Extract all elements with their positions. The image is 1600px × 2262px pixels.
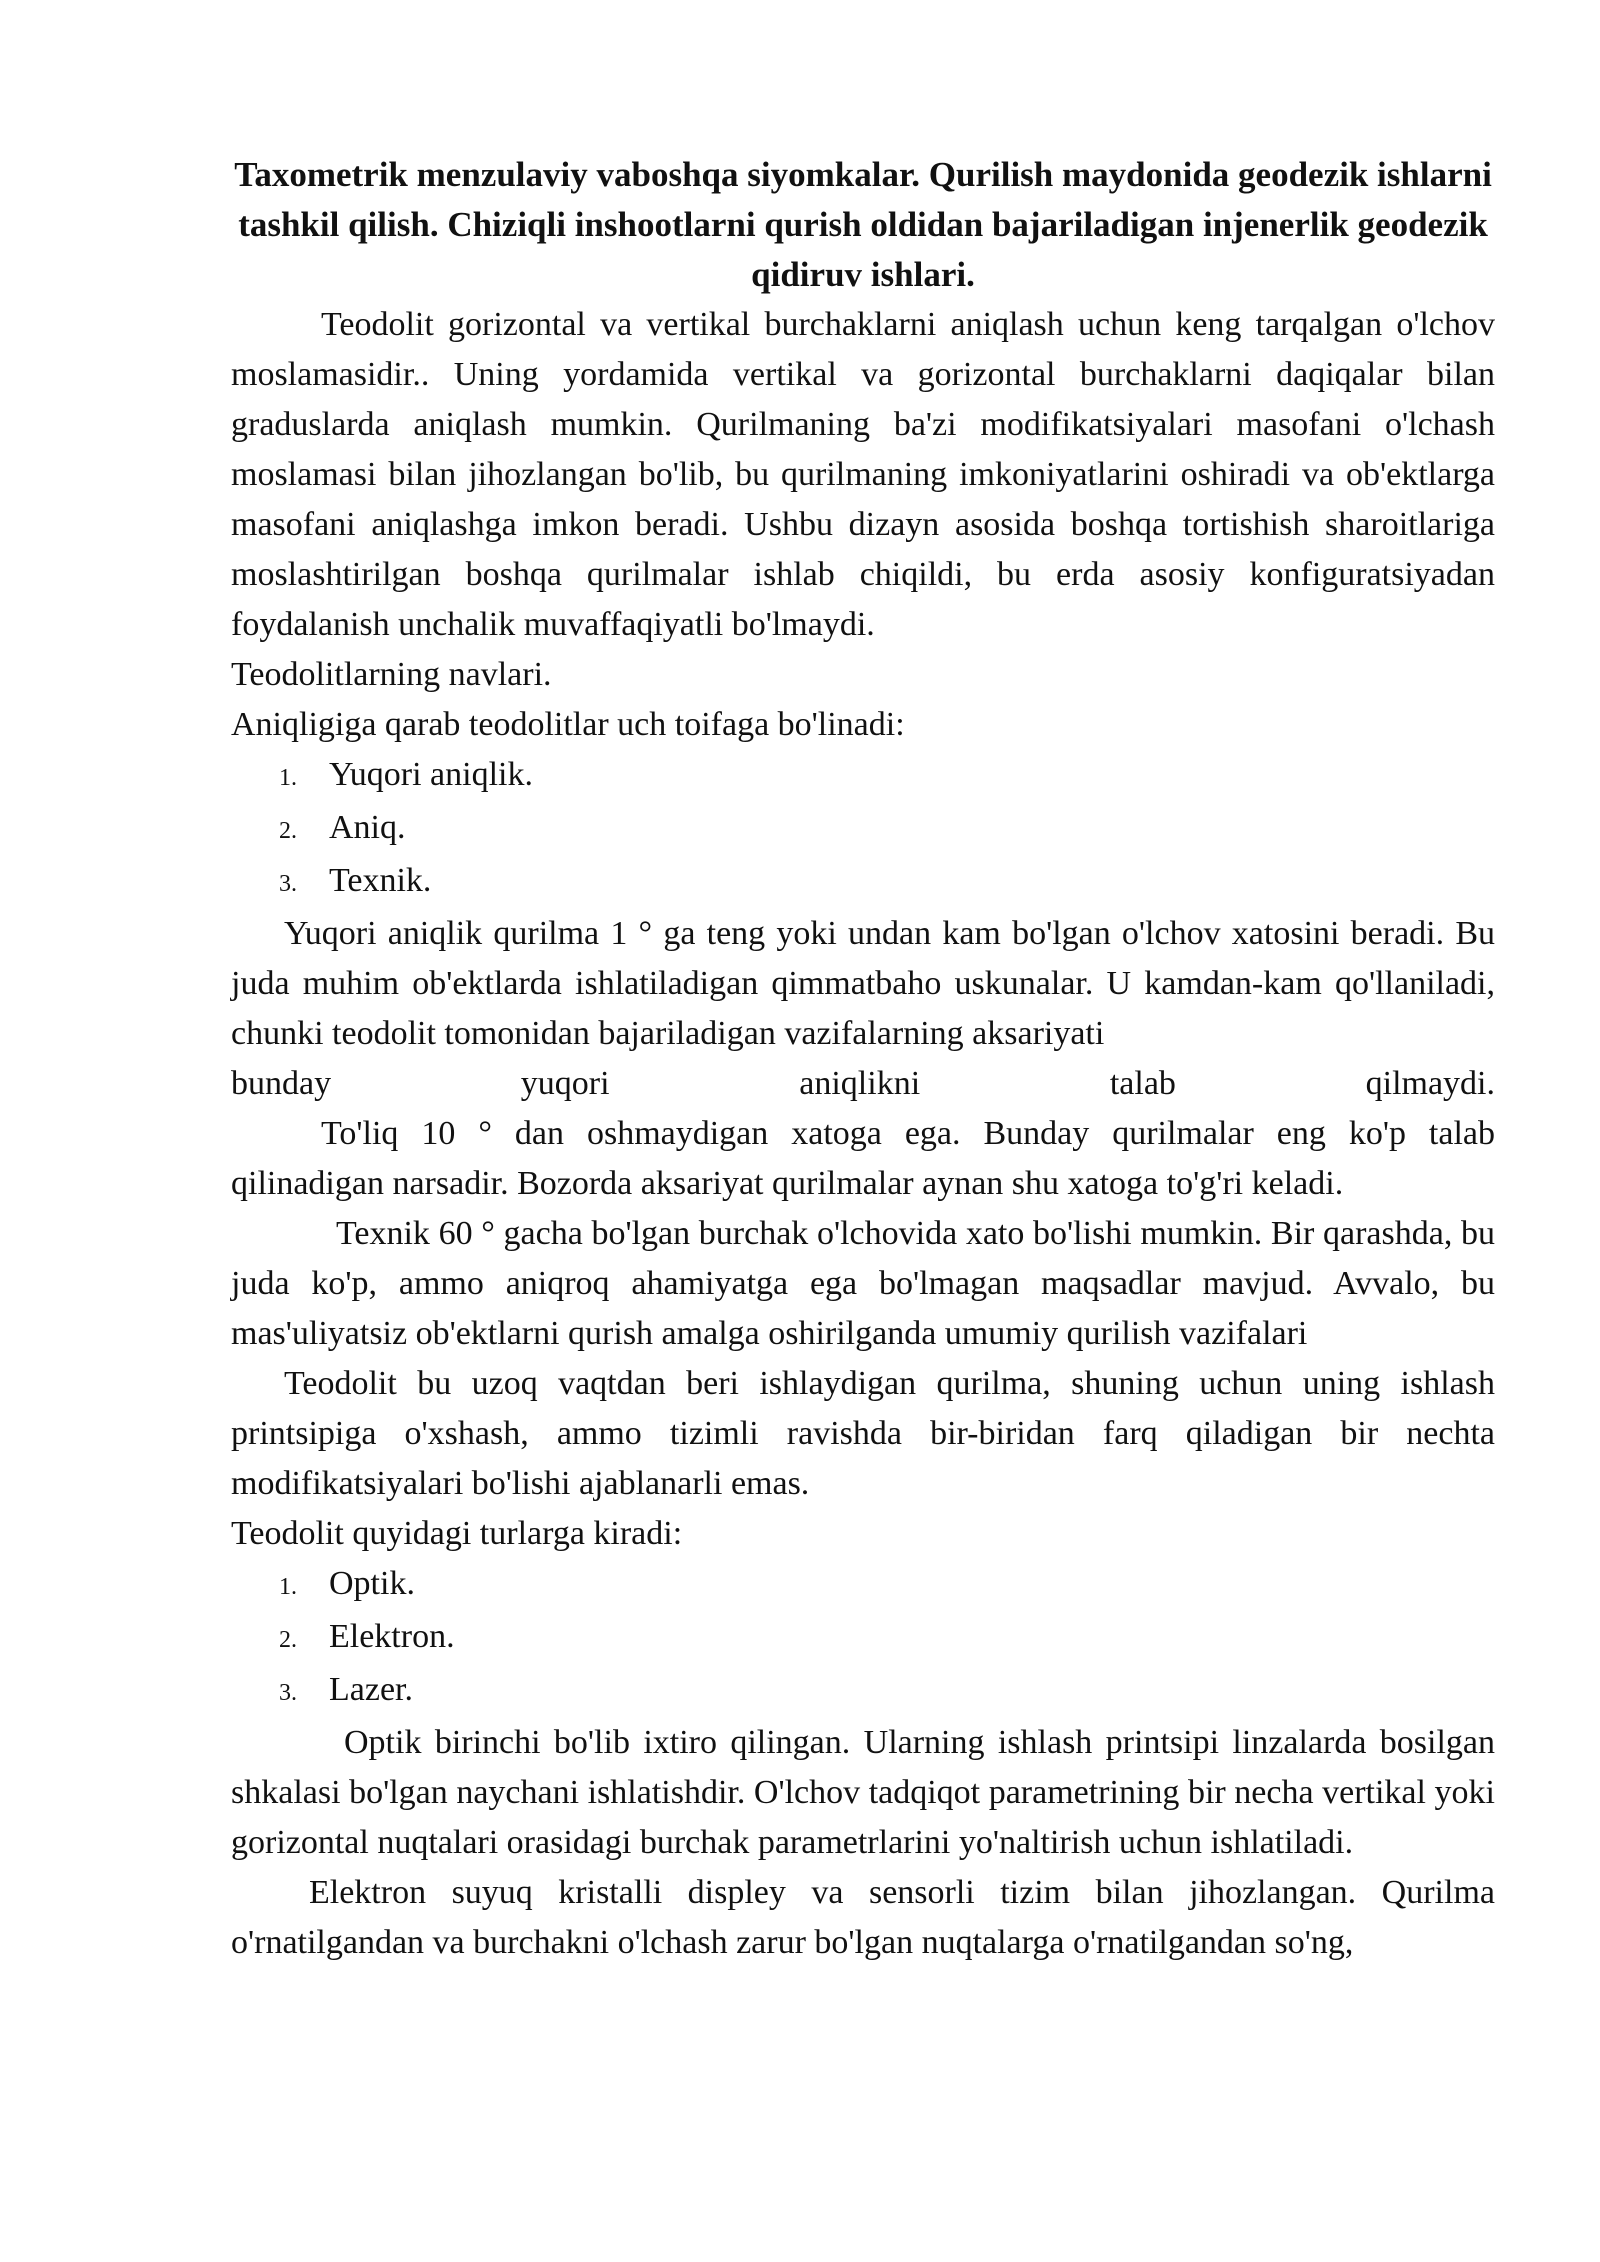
list-item xyxy=(279,750,1495,803)
document-title: Taxometrik menzulaviy vaboshqa siyomkalar. Qurilish maydonida geodezik ishlarni tashkil qilish. Chiziqli inshootlarni qurish oldidan bajariladigan injenerlik geodezik qidiruv ishlari. xyxy=(234,155,1492,294)
list-number: 3. xyxy=(279,1680,297,1706)
list-item xyxy=(279,1665,1495,1718)
types-list xyxy=(231,1559,1495,1718)
paragraph-teodolit-intro: Teodolit gorizontal va vertikal burchaklarni aniqlash uchun keng tarqalgan o'lchov moslamasidir.. Uning yordamida vertikal va gorizontal burchaklarni daqiqalar bilan graduslarda aniqlash mumkin. Qurilmaning ba'zi modifikatsiyalari masofani o'lchash moslamasi bilan jihozlangan bo'lib, bu qurilmaning imkoniyatlarini oshiradi va ob'ektlarga masofani aniqlashga imkon beradi. Ushbu dizayn asosida boshqa tortishish sharoitlariga moslashtirilgan boshqa qurilmalar ishlab chiqildi, bu erda asosiy konfiguratsiyadan foydalanish unchalik muvaffaqiyatli bo'lmaydi. xyxy=(231,306,1495,643)
list-number: 2. xyxy=(279,818,297,844)
heading-teodolit-navlari: Teodolitlarning navlari. xyxy=(231,656,552,693)
paragraph-toliq: To'liq 10 ° dan oshmaydigan xatoga ega. Bunday qurilmalar eng ko'p talab qilinadigan narsadir. Bozorda aksariyat qurilmalar aynan shu xatoga to'g'ri keladi. xyxy=(231,1115,1495,1202)
list-item xyxy=(279,1559,1495,1612)
paragraph-aniqligiga: Aniqligiga qarab teodolitlar uch toifaga bo'linadi: xyxy=(231,706,905,743)
list-text: Aniq. xyxy=(329,809,406,846)
list-number: 1. xyxy=(279,1574,297,1600)
list-text: Lazer. xyxy=(329,1671,413,1708)
paragraph-texnik: Texnik 60 ° gacha bo'lgan burchak o'lchovida xato bo'lishi mumkin. Bir qarashda, bu juda ko'p, ammo aniqroq ahamiyatga ega bo'lmagan maqsadlar mavjud. Avvalo, bu mas'uliyatsiz ob'ektlarni qurish amalga oshirilganda umumiy qurilish vazifalari xyxy=(231,1215,1495,1352)
paragraph-yuqori-aniqlik: Yuqori aniqlik qurilma 1 ° ga teng yoki undan kam bo'lgan o'lchov xatosini beradi. Bu juda muhim ob'ektlarda ishlatiladigan qimmatbaho uskunalar. U kamdan-kam qo'llaniladi, chunki teodolit tomonidan bajariladigan vazifalarning aksariyati xyxy=(231,915,1495,1052)
list-text: Elektron. xyxy=(329,1618,455,1655)
list-text: Texnik. xyxy=(329,862,432,899)
accuracy-list xyxy=(231,750,1495,909)
paragraph-elektron: Elektron suyuq kristalli displey va sensorli tizim bilan jihozlangan. Qurilma o'rnatilgandan va burchakni o'lchash zarur bo'lgan nuqtalarga o'rnatilgandan so'ng, xyxy=(231,1874,1495,1961)
list-number: 2. xyxy=(279,1627,297,1653)
list-number: 1. xyxy=(279,765,297,791)
list-text: Optik. xyxy=(329,1565,415,1602)
list-text: Yuqori aniqlik. xyxy=(329,756,533,793)
list-item xyxy=(279,856,1495,909)
list-item xyxy=(279,803,1495,856)
paragraph-optik: Optik birinchi bo'lib ixtiro qilingan. Ularning ishlash printsipi linzalarda bosilgan shkalasi bo'lgan naychani ishlatishdir. O'lchov tadqiqot parametrining bir necha vertikal yoki gorizontal nuqtalari orasidagi burchak parametrlarini yo'naltirish uchun ishlatiladi. xyxy=(231,1724,1495,1861)
paragraph-teodolit-modifikatsiya: Teodolit bu uzoq vaqtdan beri ishlaydigan qurilma, shuning uchun uning ishlash printsipiga o'xshash, ammo tizimli ravishda bir-biridan farq qiladigan bir nechta modifikatsiyalari bo'lishi ajablanarli emas. xyxy=(231,1365,1495,1502)
paragraph-yuqori-aniqlik-end: bunday yuqori aniqlikni talab qilmaydi. xyxy=(231,1065,1495,1102)
list-item xyxy=(279,1612,1495,1665)
list-number: 3. xyxy=(279,871,297,897)
paragraph-teodolit-turlari: Teodolit quyidagi turlarga kiradi: xyxy=(231,1515,683,1552)
